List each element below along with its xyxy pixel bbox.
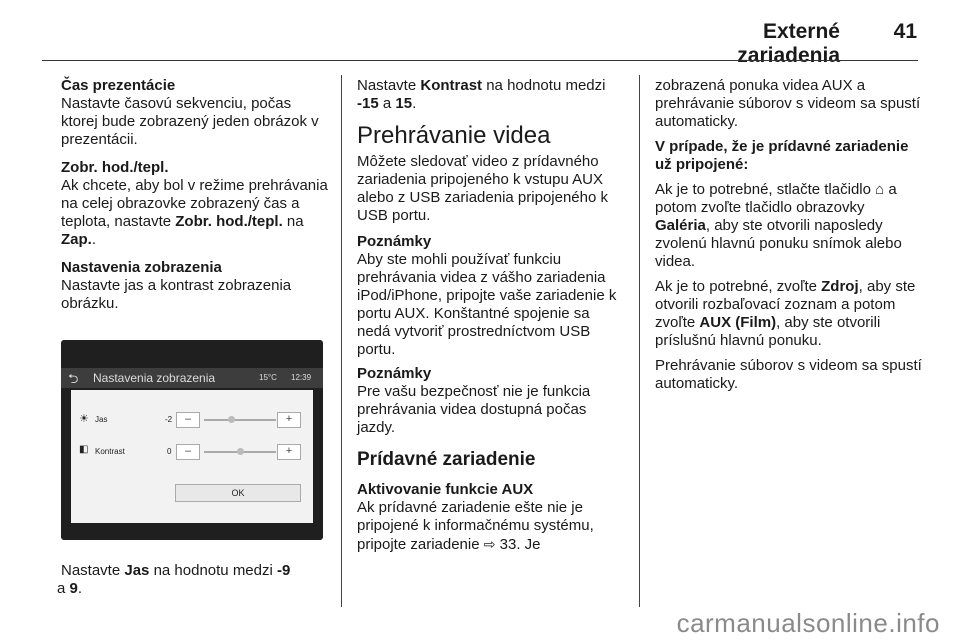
- bold-term: Jas: [124, 562, 150, 579]
- screen-settings-panel: [71, 390, 313, 523]
- bold-term: Zap.: [61, 231, 92, 248]
- note-heading: Poznámky: [357, 365, 432, 382]
- column-1: [61, 77, 329, 323]
- text: , aby ste otvorili rozbaľovací zoznam a potom zvoľte: [655, 278, 916, 331]
- connected-subheading: V prípade, že je prídavné zariadenie už pripojené:: [655, 138, 909, 173]
- bold-term: -15: [357, 95, 379, 112]
- contrast-value: 0: [167, 447, 172, 456]
- display-settings-screenshot: [61, 340, 323, 540]
- text: .: [412, 95, 417, 112]
- text: a: [378, 95, 396, 112]
- text: Ak je to potrebné, stlačte tlačidlo: [655, 181, 871, 198]
- section-display-settings: [61, 259, 329, 313]
- contrast-label: Kontrast: [95, 447, 125, 456]
- brightness-value: -2: [165, 415, 173, 424]
- text: Nastavte: [357, 77, 421, 94]
- screen-title: Nastavenia zobrazenia: [93, 371, 216, 385]
- page-reference-arrow-icon: ⇨: [483, 536, 496, 552]
- home-button-icon: ⌂: [875, 181, 885, 198]
- back-arrow-icon: ⮌: [68, 371, 79, 386]
- brightness-slider-track[interactable]: [204, 419, 276, 421]
- bold-term: 9: [69, 580, 78, 597]
- contrast-plus-button[interactable]: +: [277, 444, 301, 460]
- video-paragraph: Môžete sledovať video z prídavného zariadenia pripojeného k vstupu AUX alebo z USB zariadenia pripojeného k USB portu.: [357, 153, 608, 224]
- brightness-plus-button[interactable]: +: [277, 412, 301, 428]
- ok-button[interactable]: OK: [175, 484, 301, 502]
- bold-term: Kontrast: [420, 77, 483, 94]
- text: na hodnotu medzi: [149, 562, 277, 579]
- header-divider: [42, 60, 918, 61]
- source-paragraph: [655, 278, 923, 350]
- screen-title-bar: [61, 368, 323, 388]
- text: na hodnotu medzi: [482, 77, 606, 94]
- bold-term: Zdroj: [821, 278, 859, 295]
- heading-aux-device: Prídavné zariadenie: [357, 449, 536, 470]
- page-reference[interactable]: 33. Je: [495, 536, 541, 553]
- text: na: [282, 213, 304, 230]
- screen-temperature: 15°C: [259, 373, 277, 382]
- sun-icon: ☀: [79, 413, 89, 425]
- screen-clock: 12:39: [291, 373, 312, 382]
- page-title: Externé zariadenia: [737, 20, 840, 67]
- text: a potom zvoľte tlačidlo obrazovky: [655, 181, 897, 216]
- text: a: [57, 580, 70, 597]
- note-1: [357, 233, 627, 359]
- text: .: [91, 231, 97, 248]
- section-heading: Aktivovanie funkcie AUX: [357, 481, 534, 498]
- contrast-icon: ◧: [79, 444, 89, 455]
- section-presentation-time: [61, 77, 329, 149]
- contrast-paragraph: [357, 77, 627, 113]
- bold-term: Galéria: [655, 217, 706, 234]
- section-body: Ak chcete, aby bol v režime prehrávania na celej obrazovke zobrazený čas a teplota, nastavte: [61, 177, 328, 230]
- page-number: 41: [893, 20, 917, 43]
- watermark: carmanualsonline.info: [676, 608, 940, 638]
- contrast-slider-knob[interactable]: [237, 448, 244, 455]
- text: Nastavte: [61, 562, 125, 579]
- aux-menu-paragraph: zobrazená ponuka videa AUX a prehrávanie súborov s videom sa spustí automaticky.: [655, 77, 921, 130]
- column-3: [655, 77, 923, 403]
- autoplay-paragraph: Prehrávanie súborov s videom sa spustí automaticky.: [655, 357, 922, 392]
- contrast-minus-button[interactable]: –: [176, 444, 200, 460]
- brightness-minus-button[interactable]: –: [176, 412, 200, 428]
- text: , aby ste otvorili naposledy zvolenú hlavnú ponuku snímok alebo videa.: [655, 217, 902, 270]
- section-clock-temp: [61, 159, 329, 249]
- text: Ak je to potrebné, zvoľte: [655, 278, 822, 295]
- section-heading: Čas prezentácie: [61, 77, 176, 94]
- note-2: [357, 365, 627, 437]
- bold-term: AUX (Film): [699, 314, 777, 331]
- note-body: Pre vašu bezpečnosť nie je funkcia prehrávania videa dostupná počas jazdy.: [357, 383, 591, 436]
- bold-term: -9: [277, 562, 291, 579]
- note-heading: Poznámky: [357, 233, 432, 250]
- screenshot-caption: [57, 562, 329, 598]
- column-divider-2: [639, 75, 640, 607]
- bold-term: Zobr. hod./tepl.: [175, 213, 283, 230]
- section-aux-activation: [357, 481, 627, 554]
- text: .: [77, 580, 83, 597]
- column-2: [357, 77, 627, 564]
- brightness-slider-knob[interactable]: [228, 416, 235, 423]
- text: , aby ste otvorili príslušnú hlavnú ponuku.: [655, 314, 881, 349]
- column-divider-1: [341, 75, 342, 607]
- section-body: Nastavte časovú sekvenciu, počas ktorej bude zobrazený jeden obrázok v prezentácii.: [61, 95, 319, 148]
- section-body: Nastavte jas a kontrast zobrazenia obrázku.: [61, 277, 292, 312]
- section-heading: Zobr. hod./tepl.: [61, 159, 169, 176]
- heading-video-playback: Prehrávanie videa: [357, 122, 551, 149]
- note-body: Aby ste mohli používať funkciu prehrávania videa z vášho zariadenia iPod/iPhone, pripojte vaše zariadenie k portu AUX. Konštantné spojenie sa nedá vytvoriť prostredníctvom USB portu.: [357, 251, 617, 358]
- brightness-label: Jas: [95, 415, 108, 424]
- section-body: Ak prídavné zariadenie ešte nie je pripojené k informačnému systému, pripojte zariadenie: [357, 499, 594, 553]
- gallery-paragraph: [655, 181, 923, 271]
- section-heading: Nastavenia zobrazenia: [61, 259, 222, 276]
- bold-term: 15: [395, 95, 413, 112]
